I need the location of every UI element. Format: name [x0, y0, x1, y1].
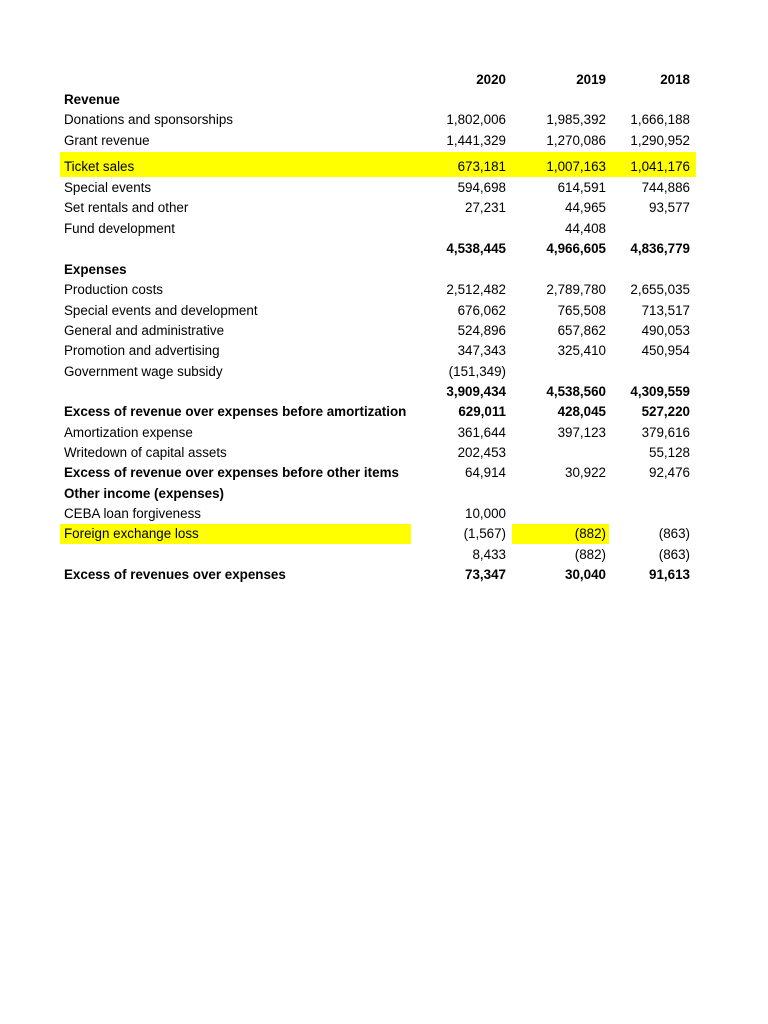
value-2018: 2,655,035 — [630, 282, 690, 297]
other-income-heading-row — [60, 484, 700, 504]
value-2020: 73,347 — [465, 567, 506, 582]
year-header-row — [60, 70, 700, 90]
value-2020: 673,181 — [457, 159, 506, 174]
year-2018-header: 2018 — [660, 72, 690, 87]
row-label: Promotion and advertising — [64, 343, 220, 358]
other-income-heading: Other income (expenses) — [64, 486, 224, 501]
value-2020: 202,453 — [457, 445, 506, 460]
table-row — [60, 131, 700, 151]
row-label: Donations and sponsorships — [64, 112, 233, 127]
table-row-highlighted — [60, 152, 700, 177]
value-2018: 93,577 — [649, 200, 690, 215]
row-label: Government wage subsidy — [64, 364, 223, 379]
excess-before-other-row — [60, 463, 700, 483]
value-2020: 347,343 — [457, 343, 506, 358]
row-label: Fund development — [64, 221, 175, 236]
value-2019: 765,508 — [557, 303, 606, 318]
other-income-total-row — [60, 545, 700, 565]
expenses-heading-row — [60, 260, 700, 280]
other-total-2018: (863) — [658, 547, 690, 562]
year-2019-header: 2019 — [576, 72, 606, 87]
value-2020: 594,698 — [457, 180, 506, 195]
value-2018: 379,616 — [641, 425, 690, 440]
value-2018: 1,041,176 — [630, 159, 690, 174]
value-2020: 27,231 — [465, 200, 506, 215]
value-2020: 629,011 — [458, 404, 506, 419]
value-2020: 2,512,482 — [446, 282, 506, 297]
excess-before-amortization-row — [60, 402, 700, 422]
revenue-heading-row — [60, 90, 700, 110]
other-total-2019: (882) — [574, 547, 606, 562]
table-row — [60, 198, 700, 218]
row-label: Excess of revenues over expenses — [64, 567, 286, 582]
revenue-heading: Revenue — [64, 92, 120, 107]
row-label: Amortization expense — [64, 425, 193, 440]
expenses-total-2018: 4,309,559 — [630, 384, 690, 399]
value-2018: 450,954 — [641, 343, 690, 358]
row-label: Set rentals and other — [64, 200, 189, 215]
row-label: Excess of revenue over expenses before amortization — [64, 404, 407, 419]
value-2020: (1,567) — [463, 526, 506, 541]
value-2018: (863) — [658, 526, 690, 541]
writedown-row — [60, 443, 700, 463]
row-label: Special events and development — [64, 303, 258, 318]
expenses-heading: Expenses — [64, 262, 127, 277]
amortization-row — [60, 423, 700, 443]
value-2019: 428,045 — [557, 404, 606, 419]
value-2018: 527,220 — [641, 404, 690, 419]
excess-final-row — [60, 565, 700, 585]
value-2020: 676,062 — [457, 303, 506, 318]
value-2018: 92,476 — [649, 465, 690, 480]
row-label: General and administrative — [64, 323, 225, 338]
value-2019: 44,408 — [565, 221, 606, 236]
value-2019: 1,985,392 — [546, 112, 606, 127]
row-label: CEBA loan forgiveness — [64, 506, 201, 521]
expenses-total-2020: 3,909,434 — [446, 384, 506, 399]
value-2018: 744,886 — [641, 180, 690, 195]
value-2018: 55,128 — [649, 445, 690, 460]
table-row — [60, 341, 700, 361]
value-2020: 1,802,006 — [446, 112, 506, 127]
revenue-total-row — [60, 239, 700, 259]
value-2018: 1,666,188 — [630, 112, 690, 127]
table-row — [60, 301, 700, 321]
table-row — [60, 178, 700, 198]
value-2020: 361,644 — [457, 425, 506, 440]
table-row — [60, 110, 700, 130]
table-row — [60, 280, 700, 300]
other-total-2020: 8,433 — [472, 547, 506, 562]
value-2018: 490,053 — [641, 323, 690, 338]
value-2019: 397,123 — [557, 425, 606, 440]
value-2019: 1,007,163 — [546, 159, 606, 174]
revenue-total-2020: 4,538,445 — [446, 241, 506, 256]
table-row — [60, 362, 700, 382]
value-2020: 64,914 — [465, 465, 506, 480]
year-2020-header: 2020 — [476, 72, 506, 87]
revenue-total-2018: 4,836,779 — [630, 241, 690, 256]
value-2019: 30,922 — [565, 465, 606, 480]
expenses-total-row — [60, 382, 700, 402]
value-2019: 30,040 — [565, 567, 606, 582]
row-label: Ticket sales — [64, 159, 135, 174]
table-row-highlighted — [60, 524, 700, 544]
revenue-total-2019: 4,966,605 — [546, 241, 606, 256]
table-row — [60, 219, 700, 239]
value-2019: (882) — [574, 526, 606, 541]
value-2019: 44,965 — [565, 200, 606, 215]
value-2020: 1,441,329 — [446, 133, 506, 148]
row-label: Writedown of capital assets — [64, 445, 227, 460]
expenses-total-2019: 4,538,560 — [546, 384, 606, 399]
row-label: Production costs — [64, 282, 163, 297]
table-row — [60, 321, 700, 341]
value-2019: 614,591 — [557, 180, 606, 195]
value-2018: 1,290,952 — [630, 133, 690, 148]
value-2019: 1,270,086 — [546, 133, 606, 148]
value-2019: 2,789,780 — [546, 282, 606, 297]
value-2019: 325,410 — [557, 343, 606, 358]
value-2019: 657,862 — [557, 323, 606, 338]
value-2020: 524,896 — [457, 323, 506, 338]
row-label: Excess of revenue over expenses before other items — [64, 465, 399, 480]
row-label: Grant revenue — [64, 133, 150, 148]
value-2020: 10,000 — [465, 506, 506, 521]
value-2018: 91,613 — [649, 567, 690, 582]
table-row — [60, 504, 700, 524]
row-label: Foreign exchange loss — [64, 526, 199, 541]
row-label: Special events — [64, 180, 152, 195]
value-2020: (151,349) — [448, 364, 506, 379]
value-2018: 713,517 — [641, 303, 690, 318]
